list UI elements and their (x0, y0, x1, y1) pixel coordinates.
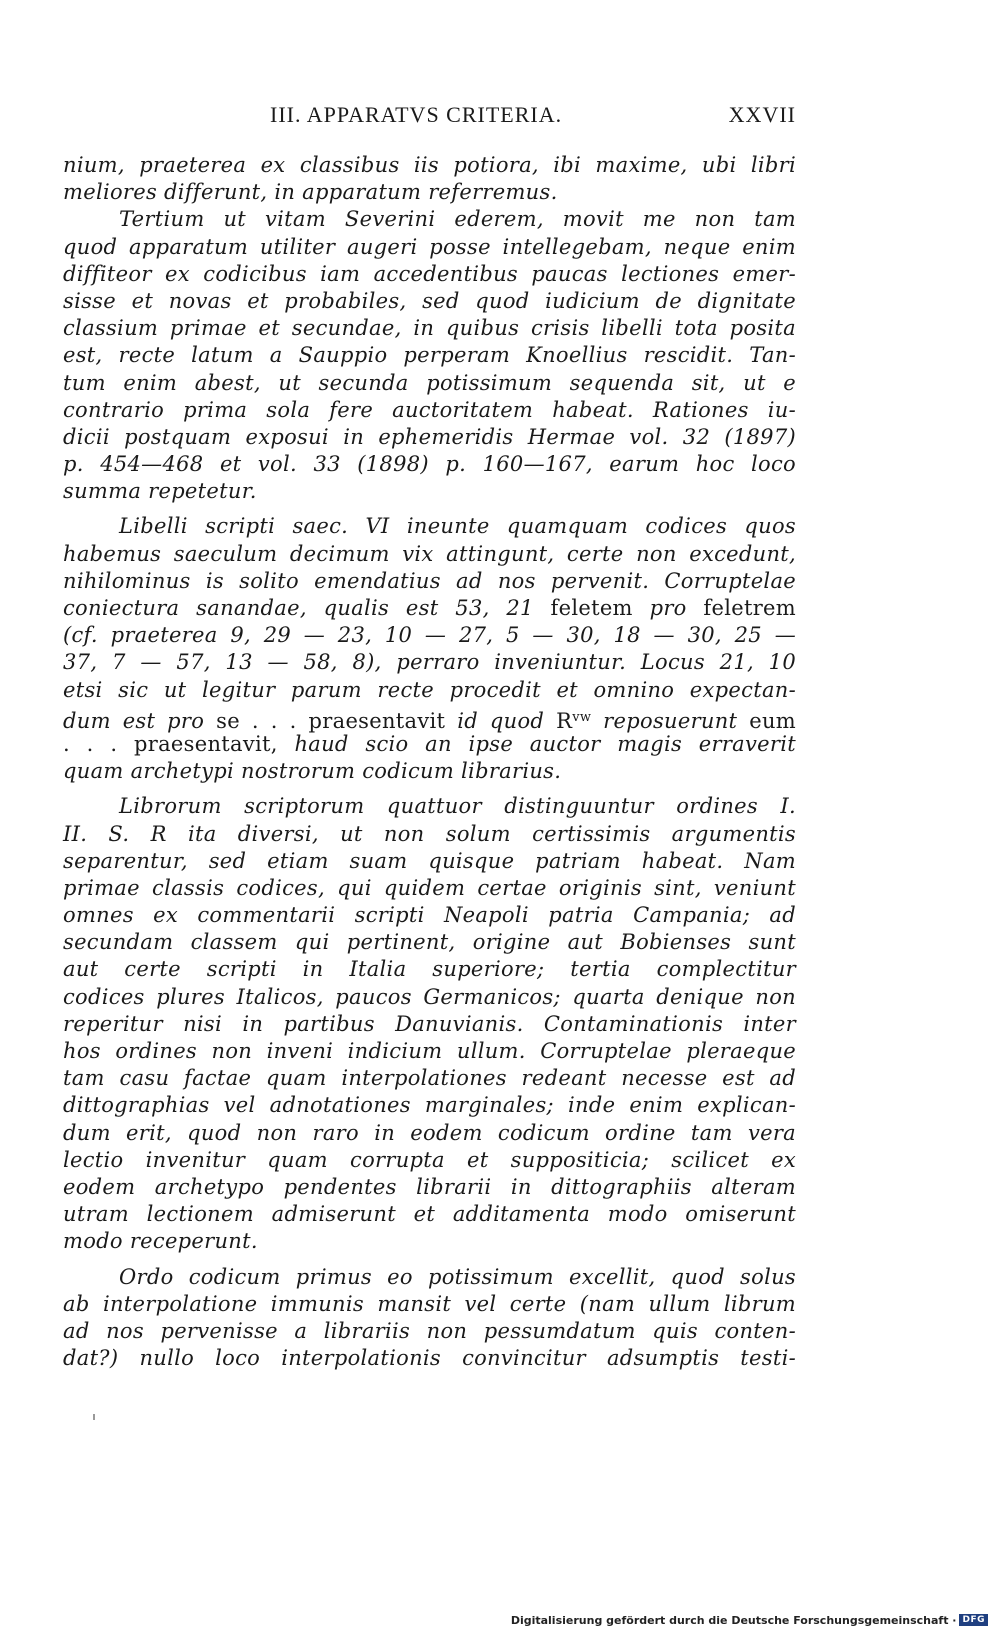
text-line: sisse et novas et probabiles, sed quod iudicium de dignitate (63, 288, 796, 313)
siglum: R (556, 708, 573, 733)
text-line: Libelli scripti saec. VI ineunte quamquam codices quos (119, 514, 796, 539)
text-line: est, recte latum a Sauppio perperam Knoellius rescidit. Tan- (63, 343, 796, 368)
text-line: II. S. R ita diversi, ut non solum certissimis argumentis (63, 821, 796, 846)
text-line: 37, 7 — 57, 13 — 58, 8), perraro inveniuntur. Locus 21, 10 (63, 650, 796, 675)
scan-speck (93, 1414, 95, 1420)
text-line: diffiteor ex codicibus iam accedentibus paucas lectiones emer- (63, 261, 796, 286)
text-line: tum enim abest, ut secunda potissimum sequenda sit, ut e (63, 370, 796, 395)
text-line: eodem archetypo pendentes librarii in dittographiis alteram (63, 1174, 796, 1199)
text-run: dum est pro (63, 708, 217, 733)
text-line: classium primae et secundae, in quibus crisis libelli tota posita (63, 316, 796, 341)
upright-word: feletem (550, 596, 633, 620)
text-line: separentur, sed etiam suam quisque patriam habeat. Nam (63, 848, 796, 873)
text-line: (cf. praeterea 9, 29 — 23, 10 — 27, 5 — 30, 18 — 30, 25 — (63, 623, 796, 648)
text-line (63, 704, 796, 731)
text-line: dittographias vel adnotationes marginales; inde enim explican- (63, 1093, 796, 1118)
text-line: p. 454—468 et vol. 33 (1898) p. 160—167, earum hoc loco (63, 452, 796, 477)
text-line: omnes ex commentarii scripti Neapoli patria Campania; ad (63, 903, 796, 928)
text-line: dat?) nullo loco interpolationis convincitur adsumptis testi- (63, 1346, 796, 1371)
running-head (63, 102, 796, 134)
upright-word: se . . . praesentavit (216, 708, 446, 733)
text-run: id quod (445, 708, 557, 733)
text-line (63, 595, 796, 622)
text-line: modo receperunt. (63, 1229, 258, 1254)
text-line: lectio invenitur quam corrupta et suppositicia; scilicet ex (63, 1147, 796, 1172)
text-line: reperitur nisi in partibus Danuvianis. Contaminationis inter (63, 1011, 796, 1036)
text-line: dicii postquam exposui in ephemeridis Hermae vol. 32 (1897) (63, 424, 796, 449)
running-head-title: III. APPARATVS CRITERIA. (270, 102, 563, 127)
text-run: haud scio an ipse auctor magis erraverit (277, 731, 796, 756)
text-line: summa repetetur. (63, 479, 257, 504)
text-line: utram lectionem admiserunt et additamenta modo omiserunt (63, 1202, 796, 1227)
footer-text: Digitalisierung gefördert durch die Deutsche Forschungsgemeinschaft · (510, 1613, 957, 1627)
dfg-logo: DFG (959, 1614, 988, 1626)
page-number: XXVII (728, 102, 796, 127)
text-line: nihilominus is solito emendatius ad nos pervenit. Corruptelae (63, 568, 796, 593)
text-line: ad nos pervenisse a librariis non pessumdatum quis conten- (63, 1318, 796, 1343)
text-line: codices plures Italicos, paucos Germanicos; quarta denique non (63, 984, 796, 1009)
text-line: contrario prima sola fere auctoritatem habeat. Rationes iu- (63, 397, 796, 422)
text-line: Tertium ut vitam Severini ederem, movit me non tam (119, 207, 796, 232)
text-line: Ordo codicum primus eo potissimum excellit, quod solus (119, 1264, 796, 1289)
text-line: hos ordines non inveni indicium ullum. Corruptelae pleraeque (63, 1039, 796, 1063)
upright-word: feletrem (703, 596, 796, 620)
text-line: primae classis codices, qui quidem certae originis sint, veniunt (63, 875, 796, 900)
text-line: dum erit, quod non raro in eodem codicum ordine tam vera (63, 1120, 796, 1145)
paragraph-2 (63, 206, 796, 505)
upright-word: eum (749, 708, 796, 733)
paragraph-1 (63, 152, 796, 206)
upright-word: . . . praesentavit, (63, 731, 278, 756)
text-line: meliores differunt, in apparatum referremus. (63, 180, 558, 205)
text-line: aut certe scripti in Italia superiore; tertia complectitur (63, 957, 796, 982)
text-line: ab interpolatione immunis mansit vel certe (nam ullum librum (63, 1291, 796, 1316)
text-line: quam archetypi nostrorum codicum librarius. (63, 759, 562, 784)
text-run: pro (632, 596, 704, 620)
digitization-footer (511, 1612, 988, 1628)
text-run: reposuerunt (591, 708, 750, 733)
paragraph-4 (63, 793, 796, 1255)
paragraph-3 (63, 513, 796, 785)
text-line: secundam classem qui pertinent, origine aut Bobienses sunt (63, 930, 796, 955)
text-line: etsi sic ut legitur parum recte procedit et omnino expectan- (63, 677, 796, 702)
text-run: coniectura sanandae, qualis est 53, 21 (63, 596, 551, 620)
text-line (63, 731, 796, 758)
text-line: quod apparatum utiliter augeri posse intellegebam, neque enim (63, 234, 796, 259)
text-line: nium, praeterea ex classibus iis potiora, ibi maxime, ubi libri (63, 153, 796, 177)
text-line: habemus saeculum decimum vix attingunt, certe non excedunt, (63, 541, 796, 566)
text-line: Librorum scriptorum quattuor distinguuntur ordines I. (119, 794, 796, 819)
paragraph-5 (63, 1264, 796, 1373)
body-text (63, 152, 796, 1372)
text-line: tam casu factae quam interpolationes redeant necesse est ad (63, 1066, 796, 1091)
siglum-superscript: vw (572, 709, 592, 725)
